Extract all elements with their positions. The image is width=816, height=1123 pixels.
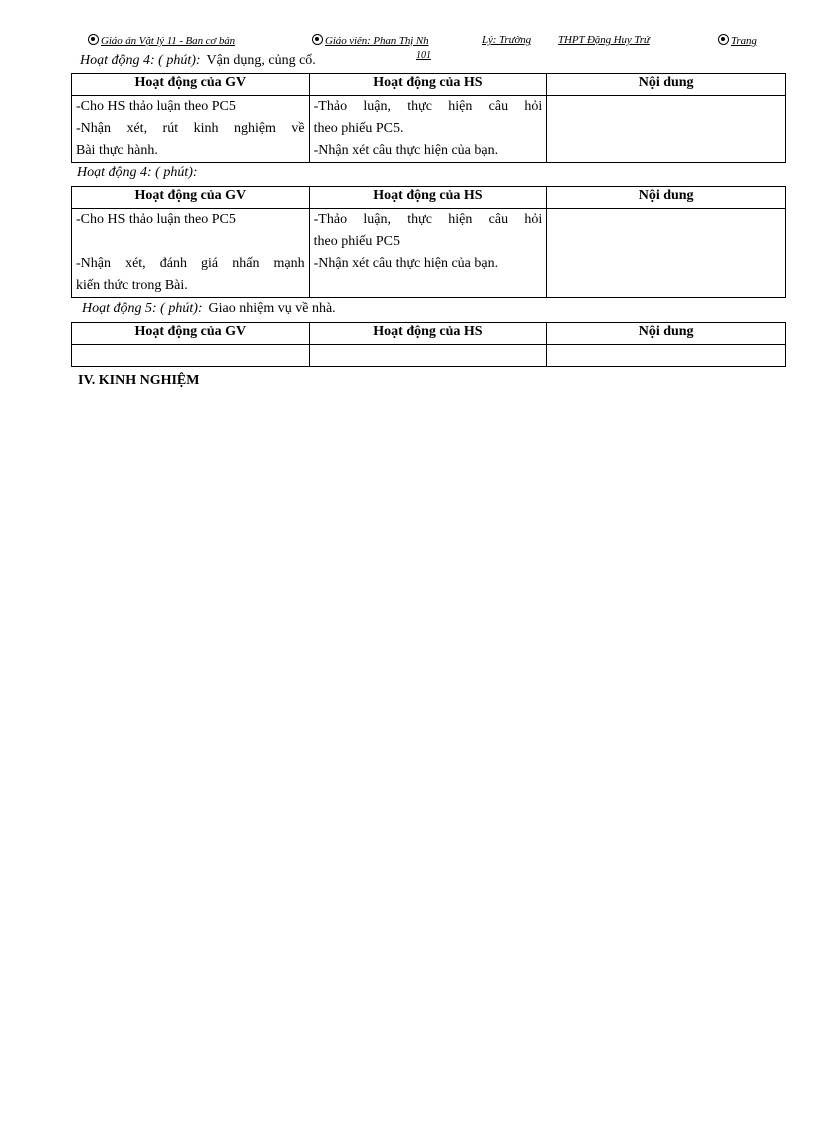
activity-label: Hoạt động 4: ( phút):: [77, 165, 198, 180]
hs-line: -Nhận xét câu thực hiện của bạn.: [313, 143, 499, 158]
hs-line: theo phiếu PC5.: [313, 121, 404, 136]
hs-cell: [309, 96, 547, 163]
header-subject: Lý: Trường: [482, 34, 532, 46]
gv-line: -Cho HS thảo luận theo PC5: [76, 99, 236, 114]
hs-line: -Thảo luận, thực hiện câu hỏi: [313, 212, 543, 227]
section-heading: IV. KINH NGHIỆM: [78, 373, 200, 388]
gv-line: Bài thực hành.: [76, 143, 158, 158]
gv-blank-line: [76, 231, 305, 253]
column-header-hs: Hoạt động của HS: [309, 323, 547, 345]
activity-table-1: [71, 73, 786, 163]
activity-heading: Vận dụng, củng cố.: [206, 53, 316, 68]
hs-line: -Thảo luận, thực hiện câu hỏi: [313, 99, 543, 114]
flower-icon: [88, 34, 99, 45]
activity-title-1: [80, 53, 316, 69]
hs-line: theo phiếu PC5: [313, 234, 400, 249]
header-course: Giáo án Vật lý 11 - Ban cơ bản: [88, 34, 235, 47]
activity-title-3: [82, 301, 336, 317]
gv-cell: [72, 345, 310, 367]
header-teacher: Giáo viên: Phan Thị Nh: [312, 34, 429, 47]
column-header-hs: Hoạt động của HS: [309, 187, 547, 209]
activity-heading: Giao nhiệm vụ về nhà.: [208, 301, 336, 316]
column-header-content: Nội dung: [547, 187, 786, 209]
activity-label: Hoạt động 4: ( phút):: [80, 53, 201, 68]
gv-line: -Nhận xét, đánh giá nhấn mạnh: [76, 256, 305, 271]
column-header-hs: Hoạt động của HS: [309, 74, 547, 96]
activity-table-2: [71, 186, 786, 298]
column-header-content: Nội dung: [547, 323, 786, 345]
gv-cell: [72, 96, 310, 163]
flower-icon: [312, 34, 323, 45]
hs-cell: [309, 209, 547, 298]
gv-line: -Nhận xét, rút kinh nghiệm về: [76, 121, 305, 136]
column-header-gv: Hoạt động của GV: [72, 74, 310, 96]
gv-cell: [72, 209, 310, 298]
content-cell: [547, 96, 786, 163]
header-school: THPT Đặng Huy Trứ: [558, 34, 650, 46]
gv-line: kiến thức trong Bài.: [76, 278, 188, 293]
hs-cell: [309, 345, 547, 367]
page-number: 101: [416, 50, 431, 61]
flower-icon: [718, 34, 729, 45]
content-cell: [547, 209, 786, 298]
column-header-gv: Hoạt động của GV: [72, 187, 310, 209]
activity-table-3: [71, 322, 786, 367]
hs-line: -Nhận xét câu thực hiện của bạn.: [313, 256, 499, 271]
header-page-label: Trang: [718, 34, 757, 47]
column-header-gv: Hoạt động của GV: [72, 323, 310, 345]
content-cell: [547, 345, 786, 367]
activity-label: Hoạt động 5: ( phút):: [82, 301, 203, 316]
gv-line: -Cho HS thảo luận theo PC5: [76, 212, 236, 227]
activity-title-2: [77, 165, 198, 181]
column-header-content: Nội dung: [547, 74, 786, 96]
